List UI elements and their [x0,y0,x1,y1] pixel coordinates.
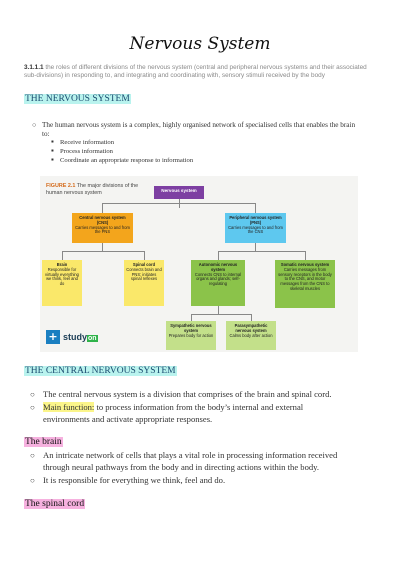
node-spinal-cord: Spinal cord Connects brain and PNS; initiates spinal reflexes [124,260,164,306]
studyon-logo: + studyon [46,330,98,344]
cns-bullet-function: ○ Main function: to process information from the body’s internal and external environments and activate appropriate responses. [30,402,304,424]
brain-bullet-network: ○ An intricate network of cells that plays a vital role in processing information received through neural pathways from the body and in directing actions within the body. [30,450,338,472]
spec-number: 3.1.1.1 [24,64,44,71]
heading-the-brain: The brain [25,437,62,447]
node-pns: Peripheral nervous system (PNS) Carries messages to and from the CNS [225,213,286,243]
heading-spinal-cord: The spinal cord [25,499,85,509]
node-cns: Central nervous system (CNS) Carries messages to and from the PNS [72,213,133,243]
node-nervous-system: Nervous system [154,186,204,199]
nervous-system-bullet: ○ The human nervous system is a complex, highly organised network of specialised cells that enables the brain to: [32,121,356,138]
heading-nervous-system: THE NERVOUS SYSTEM [25,94,130,104]
list-item: ▪ Coordinate an appropriate response to information [51,155,194,164]
nervous-system-diagram [40,176,358,352]
main-function-label: Main function: [43,402,95,412]
brain-bullet-responsible: ○ It is responsible for everything we think, feel and do. [30,475,226,485]
node-brain: Brain Responsible for virtually everything we think, feel and do [42,260,82,306]
node-sympathetic: Sympathetic nervous system Prepares body for action [166,321,216,350]
node-parasympathetic: Parasympathetic nervous system Calms body after action [226,321,276,350]
page-title: Nervous System [129,34,271,54]
spec-text-cont: sub-divisions) in responding to, and integrating and coordinating with, sensory stimuli received by the body [24,72,325,80]
list-item: ▪ Process information [51,146,113,155]
list-item: ▪ Receive information [51,137,115,146]
node-autonomic: Autonomic nervous system Connects CNS to internal organs and glands; self-regulating [191,260,245,306]
spec-point [24,64,380,80]
figure-caption: FIGURE 2.1 The major divisions of the human nervous system [46,183,139,196]
spec-text: the roles of different divisions of the nervous system (central and peripheral nervous systems and their associated [43,64,367,71]
bullet-marker: ○ [32,121,37,129]
cns-bullet-definition: ○ The central nervous system is a division that comprises of the brain and spinal cord. [30,389,332,399]
heading-central-nervous-system: THE CENTRAL NERVOUS SYSTEM [25,366,176,376]
node-somatic: Somatic nervous system Carries messages from sensory receptors in the body to the CNS, and motor messages from the CNS to skeletal muscles [275,260,335,308]
